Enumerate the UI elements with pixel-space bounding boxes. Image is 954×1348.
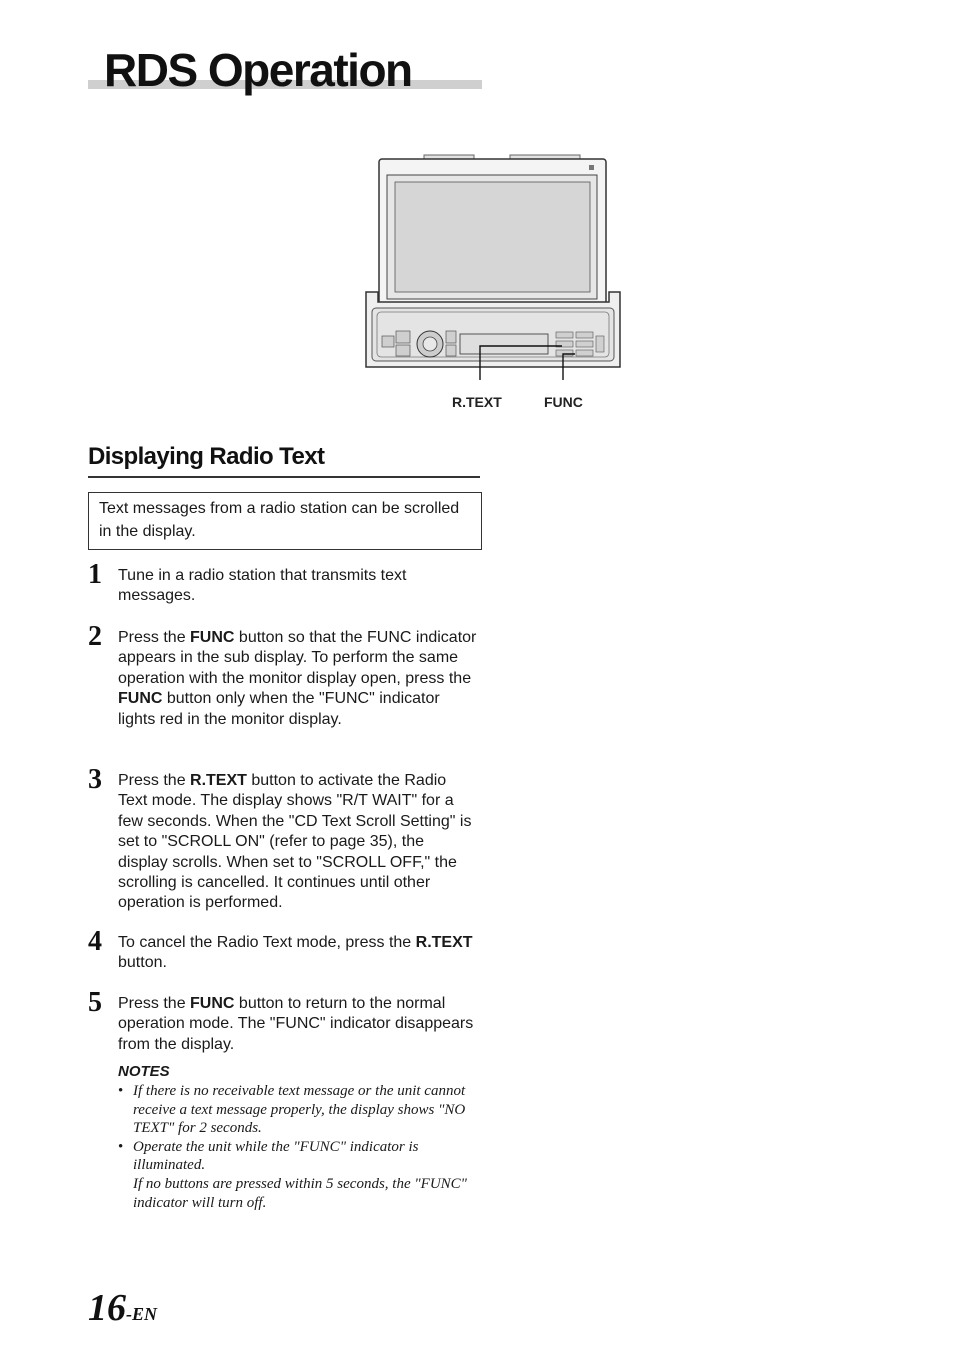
figure-label-func: FUNC xyxy=(544,394,583,410)
note-text: If there is no receivable text message or the unit cannot receive a text message properly, the display shows "NO TEXT" for 2 seconds. xyxy=(133,1083,466,1137)
bullet-icon: • xyxy=(118,1138,124,1155)
section-heading xyxy=(88,440,480,478)
head-unit-illustration xyxy=(360,150,630,380)
step-item xyxy=(88,764,478,914)
page-title: RDS Operation xyxy=(104,44,412,96)
step-number: 1 xyxy=(88,559,102,590)
figure-label-rtext: R.TEXT xyxy=(452,394,502,410)
step-item xyxy=(88,926,478,974)
step-text-bold: FUNC xyxy=(190,629,235,646)
step-number: 3 xyxy=(88,764,102,795)
step-item xyxy=(88,987,478,1055)
step-text xyxy=(118,994,478,1055)
note-text: If no buttons are pressed within 5 seconds, the "FUNC" indicator will turn off. xyxy=(133,1175,467,1211)
step-text xyxy=(118,771,478,914)
note-item xyxy=(118,1138,468,1212)
step-text-run: button to activate the Radio Text mode. The display shows "R/T WAIT" for a few seconds. When the "CD Text Scroll Setting" is set to "SCROLL ON" (refer to page 35), the display scrolls. When set to "SCROLL OFF," the scrolling is cancelled. It continues until other operation is performed. xyxy=(118,772,472,912)
note-text: Operate the unit while the "FUNC" indicator is illuminated. xyxy=(133,1138,419,1174)
notes-heading: NOTES xyxy=(118,1063,170,1080)
step-text-run: button. xyxy=(118,954,167,972)
step-text xyxy=(118,566,478,607)
bullet-icon: • xyxy=(118,1083,124,1099)
notes-items xyxy=(118,1082,468,1212)
page-number-value: 16 xyxy=(88,1287,126,1329)
page-title-block xyxy=(88,44,482,94)
step-text-bold: FUNC xyxy=(118,690,163,708)
step-item xyxy=(88,559,478,607)
step-text-run: button only when the "FUNC" indicator lights red in the monitor display. xyxy=(118,690,440,728)
step-text-bold: FUNC xyxy=(190,995,235,1012)
intro-box: Text messages from a radio station can be scrolled in the display. xyxy=(88,492,482,550)
note-item xyxy=(118,1082,468,1138)
step-text-run: Press the xyxy=(118,995,191,1012)
notes-block xyxy=(118,1062,468,1212)
step-text-bold: R.TEXT xyxy=(190,772,247,789)
step-text-run: Tune in a radio station that transmits text messages. xyxy=(118,567,407,605)
step-number: 5 xyxy=(88,987,102,1018)
page-number xyxy=(88,1286,157,1330)
step-text-run: Press the xyxy=(118,629,191,646)
step-item xyxy=(88,621,478,730)
step-text-run: To cancel the Radio Text mode, press the xyxy=(118,934,416,951)
step-text-bold: R.TEXT xyxy=(415,934,473,951)
step-text-run: Press the xyxy=(118,772,191,789)
step-text-run: button so that the FUNC indicator appears in the sub display. To perform the same operation with the monitor display open, press the xyxy=(118,629,477,687)
step-text xyxy=(118,933,478,974)
step-number: 4 xyxy=(88,926,102,957)
page-number-suffix: -EN xyxy=(126,1304,157,1324)
step-number: 2 xyxy=(88,621,102,652)
step-text-run: button to return to the normal operation mode. The "FUNC" indicator disappears from the display. xyxy=(118,995,474,1053)
step-text xyxy=(118,628,478,730)
section-heading-text: Displaying Radio Text xyxy=(88,443,325,470)
